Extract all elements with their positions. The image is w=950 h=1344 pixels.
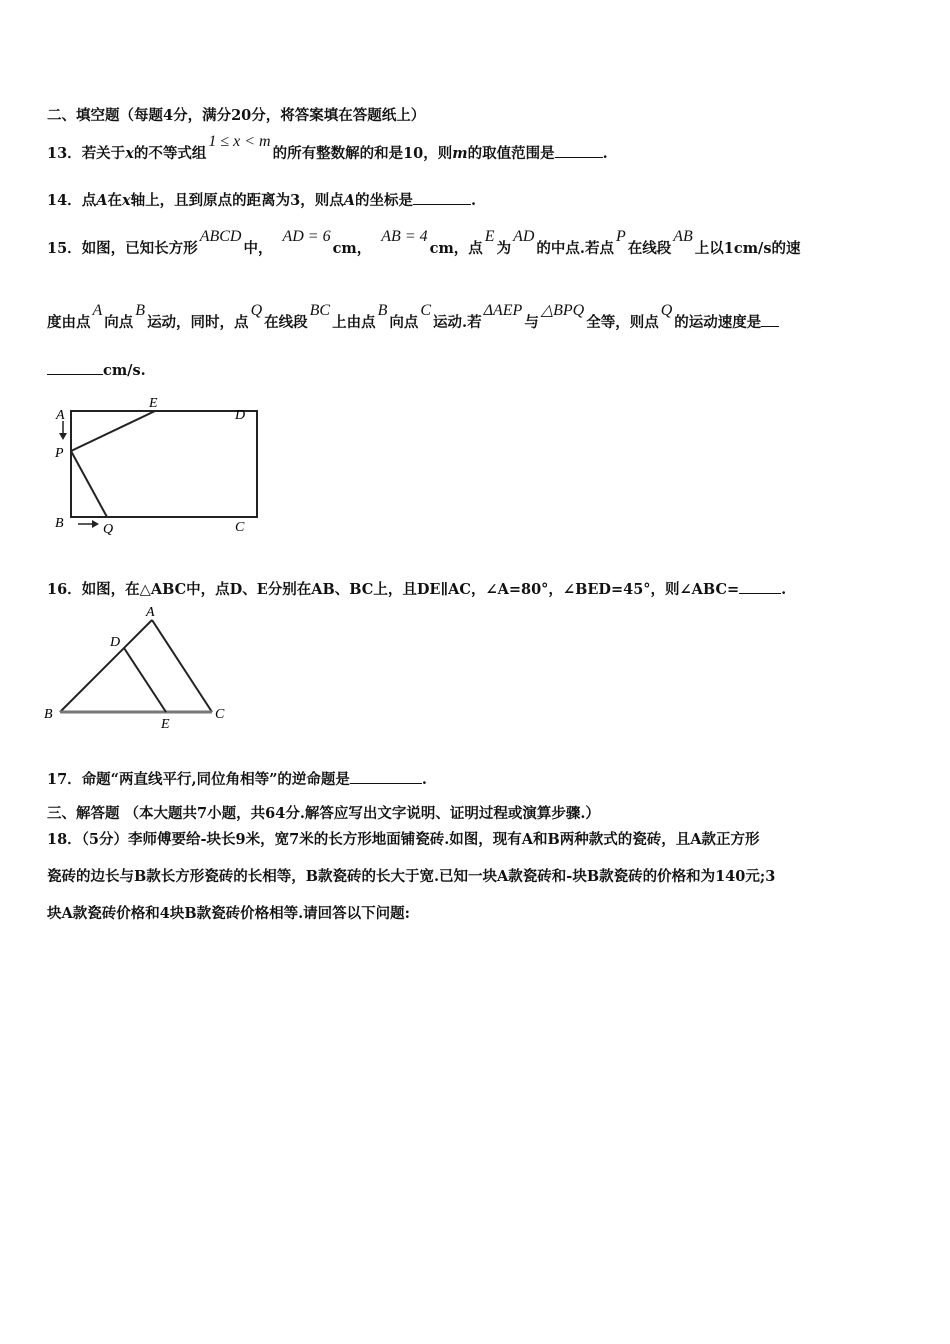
q15-l2-text-2: 向点 [104, 314, 134, 331]
question-15-line-2 [47, 302, 779, 332]
q15-ab-4: AB = 4 [381, 228, 428, 245]
label-c: C [215, 707, 225, 722]
label-d: D [110, 635, 121, 650]
q14-text-2: 在 [107, 192, 122, 209]
label-b: B [55, 516, 64, 531]
label-q: Q [103, 522, 114, 537]
q13-var-x: x [125, 145, 134, 162]
q15-l2-q: Q [250, 302, 263, 319]
q17-text: 命题“两直线平行,同位角相等”的逆命题是 [81, 771, 350, 788]
label-b: B [44, 707, 53, 722]
q16-number: 16． [47, 581, 82, 598]
arrow-head-down [59, 433, 67, 440]
q15-point-e: E [484, 228, 495, 245]
label-c: C [235, 520, 245, 535]
q15-unit: cm/s. [103, 362, 146, 379]
q15-l2-c: C [420, 302, 432, 319]
q14-text-3: 轴上，且到原点的距离为3，则点 [130, 192, 344, 209]
figure-15-rectangle-diagram [45, 395, 265, 540]
q15-text-4: 的中点.若点 [536, 240, 614, 257]
q15-ad: AD [513, 228, 535, 245]
q15-point-p: P [615, 228, 626, 245]
q15-answer-blank-b[interactable] [47, 360, 103, 375]
q15-l2-q2: Q [660, 302, 673, 319]
q15-l2-text-7: 运动.若 [433, 314, 482, 331]
question-15-line-3 [47, 360, 146, 379]
q17-number: 17． [47, 771, 82, 788]
q14-x: x [121, 192, 131, 209]
q15-text-1: 如图，已知长方形 [81, 240, 198, 257]
q15-l2-text-10: 的运动速度是 [674, 314, 762, 331]
q14-point-a: A [96, 192, 108, 209]
q13-text-3: 的所有整数解的和是10，则 [272, 145, 453, 162]
q13-answer-blank[interactable] [555, 143, 603, 158]
q15-l2-text-8: 与 [524, 314, 539, 331]
question-16 [47, 578, 786, 599]
q15-l2-b: B [135, 302, 146, 319]
question-13 [47, 133, 608, 163]
q15-text-5: 在线段 [627, 240, 672, 257]
q14-text-1: 点 [81, 192, 97, 209]
segment-pe [71, 411, 155, 451]
side-ab [60, 620, 152, 712]
section-2-heading: 二、填空题（每题4分，满分20分，将答案填在答题纸上） [47, 107, 426, 124]
q13-inequality: 1 ≤ x < m [208, 133, 271, 150]
label-p: P [55, 446, 64, 461]
label-e: E [149, 396, 158, 411]
section-3-heading: 三、解答题 （本大题共7小题，共64分.解答应写出文字说明、证明过程或演算步骤.） [47, 805, 600, 822]
q15-l2-text-9: 全等，则点 [586, 314, 659, 331]
q15-text-2: 中， [243, 240, 273, 257]
q15-ad-6: AD = 6 [282, 228, 331, 245]
q15-cm-2: cm，点 [429, 240, 483, 257]
q15-l2-text-3: 运动，同时，点 [147, 314, 249, 331]
q15-l2-text-5: 上由点 [332, 314, 376, 331]
q15-l2-bc: BC [309, 302, 331, 319]
label-d: D [235, 408, 246, 423]
label-a: A [56, 408, 65, 423]
q13-var-m: m [452, 145, 468, 162]
q15-ab: AB [673, 228, 693, 245]
q16-text: 如图，在△ABC中，点D、E分别在AB、BC上，且DE∥AC，∠A=80°，∠BED=45°，则∠ABC= [81, 581, 740, 598]
q15-l2-text-1: 度由点 [47, 314, 91, 331]
question-17 [47, 768, 427, 789]
q14-point-a-2: A [343, 192, 355, 209]
q15-l2-b2: B [377, 302, 388, 319]
q15-l2-text-4: 在线段 [264, 314, 308, 331]
q15-l2-aep: ΔAEP [483, 302, 523, 319]
q14-number: 14． [47, 192, 82, 209]
label-a: A [146, 605, 155, 620]
q16-end: . [781, 581, 787, 598]
question-18-line-1: 18．（5分）李师傅要给-块长9米，宽7米的长方形地面铺瓷砖.如图，现有A和B两种款式的瓷砖，且A款正方形 [47, 831, 760, 848]
question-14 [47, 189, 476, 210]
q13-end: . [602, 145, 608, 162]
q15-abcd: ABCD [199, 228, 242, 245]
segment-pq [71, 451, 107, 517]
q17-end: . [421, 771, 427, 788]
q15-number: 15． [47, 240, 82, 257]
figure-16-triangle-diagram [40, 600, 240, 730]
q14-text-4: 的坐标是 [354, 192, 413, 209]
label-e: E [161, 717, 170, 730]
arrow-head-right [92, 520, 99, 528]
q15-text-6: 上以1cm/s的速 [694, 240, 801, 257]
q15-text-3: 为 [496, 240, 512, 257]
q16-answer-blank[interactable] [739, 579, 781, 594]
q13-number: 13． [47, 145, 82, 162]
q17-answer-blank[interactable] [350, 769, 422, 784]
segment-de [124, 648, 166, 712]
q14-end: . [470, 192, 477, 209]
side-ac [152, 620, 212, 712]
question-18-line-3: 块A款瓷砖价格和4块B款瓷砖价格相等.请回答以下问题: [47, 905, 410, 922]
q15-l2-bpq: △BPQ [540, 302, 585, 319]
q15-l2-a: A [92, 302, 103, 319]
q14-answer-blank[interactable] [413, 190, 471, 205]
q15-l2-text-6: 向点 [389, 314, 419, 331]
q13-text-1: 若关于 [81, 145, 126, 162]
q13-text-2: 的不等式组 [133, 145, 207, 162]
q15-cm-1: cm， [332, 240, 372, 257]
q13-text-4: 的取值范围是 [467, 145, 555, 162]
q15-answer-blank-a[interactable] [761, 312, 779, 327]
question-18-line-2: 瓷砖的边长与B款长方形瓷砖的长相等，B款瓷砖的长大于宽.已知一块A款瓷砖和-块B款瓷砖的价格和为140元;3 [47, 868, 776, 885]
question-15-line-1 [47, 228, 801, 258]
